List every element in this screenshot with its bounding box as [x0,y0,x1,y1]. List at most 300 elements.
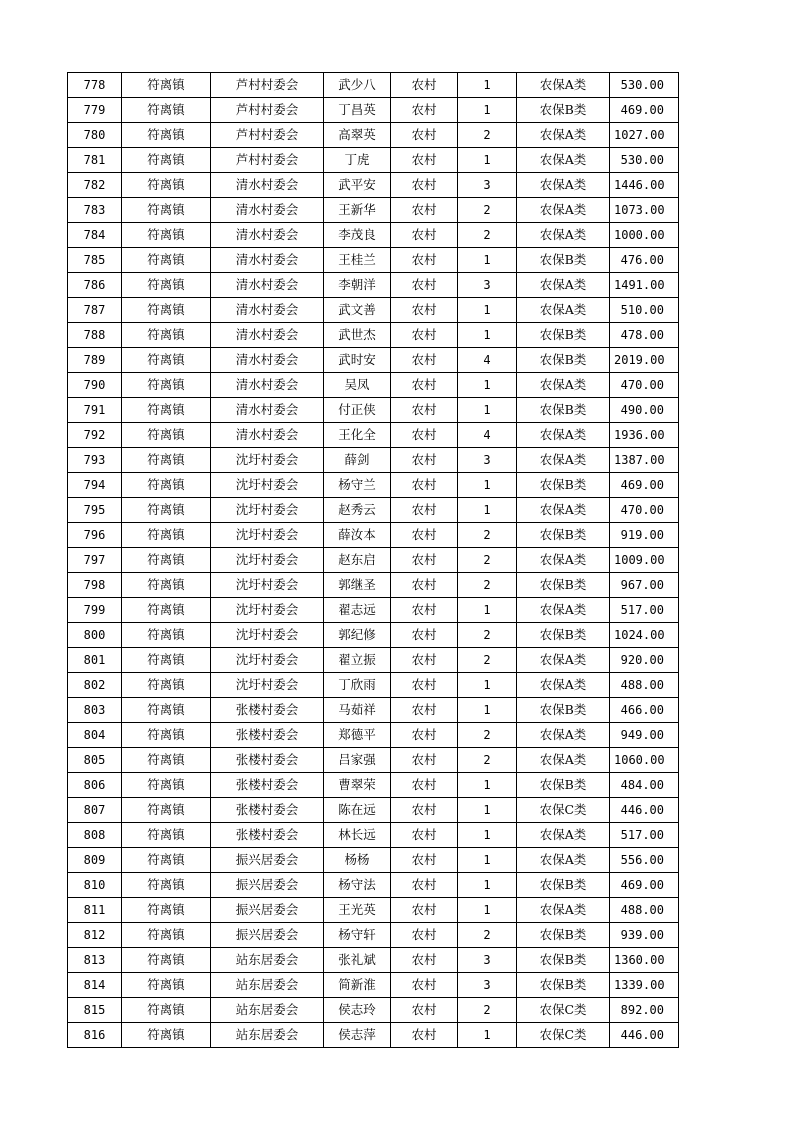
residence-type-cell: 农村 [391,898,458,923]
village-committee-cell: 沈圩村委会 [211,623,324,648]
household-size-cell: 1 [458,373,517,398]
residence-type-cell: 农村 [391,98,458,123]
amount-cell: 488.00 [610,673,679,698]
insurance-category-cell: 农保A类 [517,723,610,748]
town-cell: 符离镇 [122,248,211,273]
town-cell: 符离镇 [122,823,211,848]
town-cell: 符离镇 [122,298,211,323]
insurance-category-cell: 农保A类 [517,123,610,148]
serial-number-cell: 816 [68,1023,122,1048]
serial-number-cell: 801 [68,648,122,673]
serial-number-cell: 815 [68,998,122,1023]
insurance-category-cell: 农保B类 [517,973,610,998]
town-cell: 符离镇 [122,873,211,898]
insurance-category-cell: 农保A类 [517,223,610,248]
household-head-name-cell: 杨杨 [324,848,391,873]
household-head-name-cell: 丁虎 [324,148,391,173]
residence-type-cell: 农村 [391,873,458,898]
serial-number-cell: 786 [68,273,122,298]
residence-type-cell: 农村 [391,848,458,873]
household-size-cell: 2 [458,198,517,223]
residence-type-cell: 农村 [391,73,458,98]
serial-number-cell: 791 [68,398,122,423]
insurance-category-cell: 农保A类 [517,648,610,673]
residence-type-cell: 农村 [391,673,458,698]
insurance-category-cell: 农保A类 [517,823,610,848]
table-row [68,723,679,748]
insurance-category-cell: 农保B类 [517,98,610,123]
table-row [68,598,679,623]
amount-cell: 939.00 [610,923,679,948]
insurance-category-cell: 农保C类 [517,998,610,1023]
table-row [68,548,679,573]
town-cell: 符离镇 [122,273,211,298]
serial-number-cell: 778 [68,73,122,98]
table-row [68,223,679,248]
town-cell: 符离镇 [122,523,211,548]
village-committee-cell: 振兴居委会 [211,873,324,898]
serial-number-cell: 802 [68,673,122,698]
serial-number-cell: 782 [68,173,122,198]
town-cell: 符离镇 [122,98,211,123]
table-row [68,623,679,648]
serial-number-cell: 779 [68,98,122,123]
serial-number-cell: 806 [68,773,122,798]
relief-roster-table [67,72,679,1048]
household-head-name-cell: 杨守法 [324,873,391,898]
amount-cell: 892.00 [610,998,679,1023]
amount-cell: 1491.00 [610,273,679,298]
town-cell: 符离镇 [122,973,211,998]
town-cell: 符离镇 [122,748,211,773]
household-size-cell: 1 [458,773,517,798]
table-row [68,773,679,798]
serial-number-cell: 797 [68,548,122,573]
table-row [68,448,679,473]
household-size-cell: 1 [458,473,517,498]
household-head-name-cell: 王化全 [324,423,391,448]
village-committee-cell: 沈圩村委会 [211,548,324,573]
table-row [68,898,679,923]
amount-cell: 920.00 [610,648,679,673]
amount-cell: 1446.00 [610,173,679,198]
village-committee-cell: 芦村村委会 [211,98,324,123]
amount-cell: 1009.00 [610,548,679,573]
insurance-category-cell: 农保A类 [517,898,610,923]
household-head-name-cell: 林长远 [324,823,391,848]
serial-number-cell: 796 [68,523,122,548]
table-row [68,373,679,398]
table-row [68,173,679,198]
serial-number-cell: 811 [68,898,122,923]
village-committee-cell: 振兴居委会 [211,848,324,873]
table-body [68,73,679,1048]
residence-type-cell: 农村 [391,798,458,823]
insurance-category-cell: 农保A类 [517,273,610,298]
amount-cell: 1936.00 [610,423,679,448]
table-row [68,298,679,323]
insurance-category-cell: 农保B类 [517,573,610,598]
household-size-cell: 1 [458,673,517,698]
table-row [68,123,679,148]
household-size-cell: 3 [458,973,517,998]
village-committee-cell: 张楼村委会 [211,698,324,723]
household-head-name-cell: 薛汝本 [324,523,391,548]
town-cell: 符离镇 [122,573,211,598]
residence-type-cell: 农村 [391,473,458,498]
residence-type-cell: 农村 [391,198,458,223]
household-size-cell: 4 [458,348,517,373]
household-head-name-cell: 武少八 [324,73,391,98]
insurance-category-cell: 农保B类 [517,323,610,348]
amount-cell: 1027.00 [610,123,679,148]
village-committee-cell: 沈圩村委会 [211,523,324,548]
insurance-category-cell: 农保A类 [517,173,610,198]
village-committee-cell: 清水村委会 [211,323,324,348]
residence-type-cell: 农村 [391,223,458,248]
household-size-cell: 1 [458,298,517,323]
household-head-name-cell: 高翠英 [324,123,391,148]
household-head-name-cell: 武世杰 [324,323,391,348]
village-committee-cell: 清水村委会 [211,398,324,423]
insurance-category-cell: 农保B类 [517,248,610,273]
village-committee-cell: 振兴居委会 [211,898,324,923]
village-committee-cell: 张楼村委会 [211,773,324,798]
village-committee-cell: 清水村委会 [211,223,324,248]
insurance-category-cell: 农保A类 [517,548,610,573]
household-size-cell: 1 [458,823,517,848]
household-head-name-cell: 马茹祥 [324,698,391,723]
amount-cell: 1060.00 [610,748,679,773]
residence-type-cell: 农村 [391,598,458,623]
household-size-cell: 2 [458,523,517,548]
residence-type-cell: 农村 [391,148,458,173]
village-committee-cell: 芦村村委会 [211,123,324,148]
household-head-name-cell: 王桂兰 [324,248,391,273]
household-size-cell: 1 [458,398,517,423]
table-row [68,73,679,98]
amount-cell: 1339.00 [610,973,679,998]
household-head-name-cell: 侯志萍 [324,1023,391,1048]
town-cell: 符离镇 [122,598,211,623]
village-committee-cell: 张楼村委会 [211,723,324,748]
amount-cell: 1073.00 [610,198,679,223]
serial-number-cell: 793 [68,448,122,473]
village-committee-cell: 清水村委会 [211,298,324,323]
table-row [68,673,679,698]
town-cell: 符离镇 [122,648,211,673]
town-cell: 符离镇 [122,773,211,798]
town-cell: 符离镇 [122,498,211,523]
serial-number-cell: 810 [68,873,122,898]
town-cell: 符离镇 [122,198,211,223]
village-committee-cell: 站东居委会 [211,998,324,1023]
insurance-category-cell: 农保A类 [517,748,610,773]
amount-cell: 1360.00 [610,948,679,973]
household-size-cell: 2 [458,723,517,748]
household-head-name-cell: 侯志玲 [324,998,391,1023]
household-head-name-cell: 李朝洋 [324,273,391,298]
town-cell: 符离镇 [122,698,211,723]
table-row [68,873,679,898]
amount-cell: 478.00 [610,323,679,348]
serial-number-cell: 799 [68,598,122,623]
serial-number-cell: 814 [68,973,122,998]
serial-number-cell: 800 [68,623,122,648]
table-row [68,323,679,348]
household-size-cell: 2 [458,623,517,648]
household-head-name-cell: 吕家强 [324,748,391,773]
household-size-cell: 2 [458,748,517,773]
household-head-name-cell: 武文善 [324,298,391,323]
village-committee-cell: 清水村委会 [211,248,324,273]
insurance-category-cell: 农保A类 [517,673,610,698]
household-head-name-cell: 赵秀云 [324,498,391,523]
serial-number-cell: 785 [68,248,122,273]
amount-cell: 469.00 [610,98,679,123]
town-cell: 符离镇 [122,948,211,973]
table-row [68,848,679,873]
household-size-cell: 2 [458,548,517,573]
residence-type-cell: 农村 [391,373,458,398]
serial-number-cell: 808 [68,823,122,848]
serial-number-cell: 789 [68,348,122,373]
household-size-cell: 2 [458,998,517,1023]
serial-number-cell: 781 [68,148,122,173]
amount-cell: 484.00 [610,773,679,798]
amount-cell: 1000.00 [610,223,679,248]
household-head-name-cell: 郑德平 [324,723,391,748]
amount-cell: 470.00 [610,498,679,523]
town-cell: 符离镇 [122,1023,211,1048]
table-row [68,748,679,773]
table-row [68,473,679,498]
town-cell: 符离镇 [122,723,211,748]
household-size-cell: 2 [458,123,517,148]
serial-number-cell: 805 [68,748,122,773]
amount-cell: 967.00 [610,573,679,598]
household-size-cell: 1 [458,73,517,98]
household-size-cell: 3 [458,273,517,298]
town-cell: 符离镇 [122,173,211,198]
village-committee-cell: 清水村委会 [211,423,324,448]
residence-type-cell: 农村 [391,448,458,473]
town-cell: 符离镇 [122,123,211,148]
residence-type-cell: 农村 [391,548,458,573]
village-committee-cell: 沈圩村委会 [211,598,324,623]
insurance-category-cell: 农保B类 [517,698,610,723]
household-head-name-cell: 薛剑 [324,448,391,473]
household-size-cell: 1 [458,98,517,123]
table-row [68,248,679,273]
amount-cell: 919.00 [610,523,679,548]
household-size-cell: 1 [458,598,517,623]
household-head-name-cell: 武时安 [324,348,391,373]
amount-cell: 470.00 [610,373,679,398]
insurance-category-cell: 农保B类 [517,623,610,648]
household-head-name-cell: 曹翠荣 [324,773,391,798]
table-row [68,273,679,298]
amount-cell: 530.00 [610,73,679,98]
household-head-name-cell: 丁昌英 [324,98,391,123]
amount-cell: 469.00 [610,473,679,498]
household-head-name-cell: 翟立振 [324,648,391,673]
household-size-cell: 2 [458,648,517,673]
household-head-name-cell: 武平安 [324,173,391,198]
town-cell: 符离镇 [122,673,211,698]
amount-cell: 488.00 [610,898,679,923]
residence-type-cell: 农村 [391,348,458,373]
town-cell: 符离镇 [122,73,211,98]
residence-type-cell: 农村 [391,923,458,948]
village-committee-cell: 沈圩村委会 [211,648,324,673]
table-row [68,698,679,723]
town-cell: 符离镇 [122,848,211,873]
amount-cell: 949.00 [610,723,679,748]
residence-type-cell: 农村 [391,273,458,298]
household-head-name-cell: 简新淮 [324,973,391,998]
residence-type-cell: 农村 [391,1023,458,1048]
residence-type-cell: 农村 [391,523,458,548]
town-cell: 符离镇 [122,223,211,248]
insurance-category-cell: 农保A类 [517,498,610,523]
insurance-category-cell: 农保A类 [517,298,610,323]
household-size-cell: 1 [458,498,517,523]
amount-cell: 446.00 [610,1023,679,1048]
table-row [68,998,679,1023]
insurance-category-cell: 农保A类 [517,198,610,223]
household-size-cell: 1 [458,1023,517,1048]
residence-type-cell: 农村 [391,773,458,798]
village-committee-cell: 站东居委会 [211,948,324,973]
amount-cell: 490.00 [610,398,679,423]
town-cell: 符离镇 [122,623,211,648]
amount-cell: 1387.00 [610,448,679,473]
residence-type-cell: 农村 [391,748,458,773]
village-committee-cell: 张楼村委会 [211,798,324,823]
table-row [68,923,679,948]
residence-type-cell: 农村 [391,423,458,448]
village-committee-cell: 沈圩村委会 [211,473,324,498]
amount-cell: 530.00 [610,148,679,173]
serial-number-cell: 792 [68,423,122,448]
insurance-category-cell: 农保A类 [517,448,610,473]
household-head-name-cell: 杨守兰 [324,473,391,498]
residence-type-cell: 农村 [391,998,458,1023]
amount-cell: 1024.00 [610,623,679,648]
table-row [68,798,679,823]
insurance-category-cell: 农保A类 [517,373,610,398]
table-row [68,523,679,548]
amount-cell: 510.00 [610,298,679,323]
insurance-category-cell: 农保B类 [517,473,610,498]
household-size-cell: 3 [458,448,517,473]
table-row [68,973,679,998]
amount-cell: 469.00 [610,873,679,898]
insurance-category-cell: 农保C类 [517,1023,610,1048]
insurance-category-cell: 农保B类 [517,398,610,423]
household-size-cell: 1 [458,323,517,348]
insurance-category-cell: 农保B类 [517,773,610,798]
household-size-cell: 2 [458,573,517,598]
town-cell: 符离镇 [122,798,211,823]
household-head-name-cell: 郭继圣 [324,573,391,598]
amount-cell: 466.00 [610,698,679,723]
village-committee-cell: 张楼村委会 [211,748,324,773]
insurance-category-cell: 农保B类 [517,523,610,548]
serial-number-cell: 780 [68,123,122,148]
town-cell: 符离镇 [122,148,211,173]
amount-cell: 476.00 [610,248,679,273]
town-cell: 符离镇 [122,448,211,473]
household-head-name-cell: 吴凤 [324,373,391,398]
amount-cell: 446.00 [610,798,679,823]
town-cell: 符离镇 [122,373,211,398]
household-size-cell: 4 [458,423,517,448]
town-cell: 符离镇 [122,548,211,573]
serial-number-cell: 790 [68,373,122,398]
amount-cell: 556.00 [610,848,679,873]
household-size-cell: 1 [458,873,517,898]
serial-number-cell: 803 [68,698,122,723]
residence-type-cell: 农村 [391,573,458,598]
serial-number-cell: 807 [68,798,122,823]
residence-type-cell: 农村 [391,948,458,973]
insurance-category-cell: 农保A类 [517,598,610,623]
residence-type-cell: 农村 [391,248,458,273]
household-size-cell: 1 [458,798,517,823]
table-row [68,148,679,173]
town-cell: 符离镇 [122,423,211,448]
town-cell: 符离镇 [122,323,211,348]
serial-number-cell: 812 [68,923,122,948]
household-size-cell: 1 [458,698,517,723]
village-committee-cell: 芦村村委会 [211,73,324,98]
insurance-category-cell: 农保B类 [517,923,610,948]
serial-number-cell: 783 [68,198,122,223]
insurance-category-cell: 农保B类 [517,348,610,373]
town-cell: 符离镇 [122,473,211,498]
household-head-name-cell: 王新华 [324,198,391,223]
town-cell: 符离镇 [122,998,211,1023]
table-row [68,1023,679,1048]
town-cell: 符离镇 [122,923,211,948]
residence-type-cell: 农村 [391,973,458,998]
household-head-name-cell: 赵东启 [324,548,391,573]
household-head-name-cell: 郭纪修 [324,623,391,648]
table-row [68,398,679,423]
residence-type-cell: 农村 [391,723,458,748]
residence-type-cell: 农村 [391,498,458,523]
table-row [68,573,679,598]
table-row [68,198,679,223]
village-committee-cell: 站东居委会 [211,1023,324,1048]
residence-type-cell: 农村 [391,123,458,148]
village-committee-cell: 张楼村委会 [211,823,324,848]
table-row [68,823,679,848]
village-committee-cell: 清水村委会 [211,348,324,373]
household-size-cell: 1 [458,898,517,923]
serial-number-cell: 794 [68,473,122,498]
serial-number-cell: 795 [68,498,122,523]
household-size-cell: 3 [458,173,517,198]
village-committee-cell: 沈圩村委会 [211,448,324,473]
amount-cell: 517.00 [610,823,679,848]
town-cell: 符离镇 [122,398,211,423]
household-size-cell: 2 [458,223,517,248]
village-committee-cell: 沈圩村委会 [211,498,324,523]
household-size-cell: 1 [458,148,517,173]
